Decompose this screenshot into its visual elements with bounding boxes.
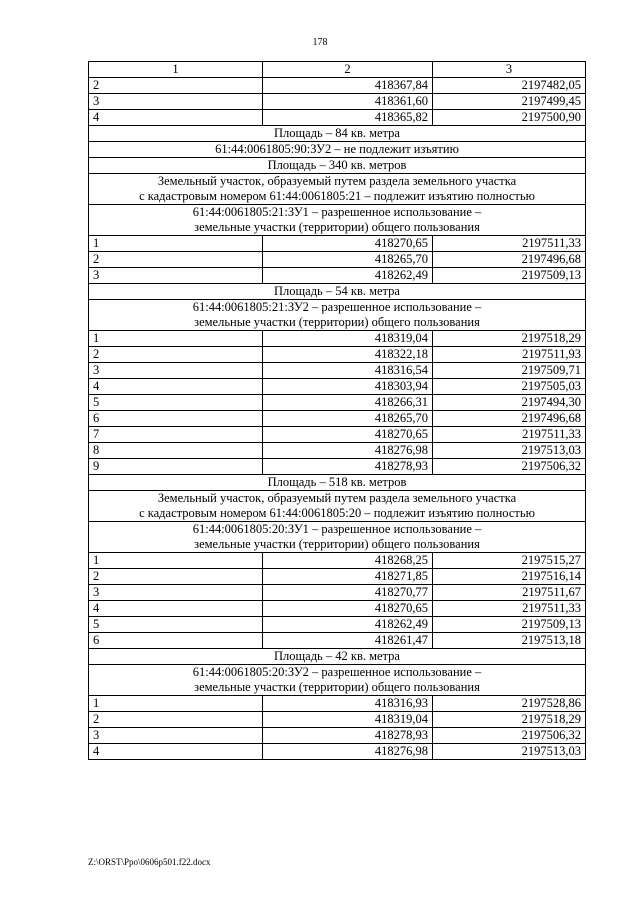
section-caption-cell [89, 158, 586, 174]
section-caption-line: 61:44:0061805:21:ЗУ2 – разрешенное использование – [192, 300, 482, 314]
section-caption-cell [89, 522, 586, 553]
x-coordinate-cell: 418319,04 [263, 712, 433, 728]
point-number-cell: 4 [89, 601, 263, 617]
y-coordinate-cell: 2197506,32 [433, 728, 586, 744]
table-row [89, 236, 586, 252]
point-number-cell: 1 [89, 696, 263, 712]
section-caption-line: земельные участки (территории) общего пользования [194, 220, 480, 234]
section-row [89, 522, 586, 553]
section-caption-line: Площадь – 518 кв. метров [267, 475, 407, 489]
section-caption-cell [89, 205, 586, 236]
point-number-cell: 4 [89, 744, 263, 760]
y-coordinate-cell: 2197513,18 [433, 633, 586, 649]
y-coordinate-cell: 2197496,68 [433, 252, 586, 268]
point-number-cell: 6 [89, 411, 263, 427]
section-caption-line: земельные участки (территории) общего пользования [194, 315, 480, 329]
table-row [89, 601, 586, 617]
header-col-3: 3 [433, 62, 586, 78]
x-coordinate-cell: 418271,85 [263, 569, 433, 585]
y-coordinate-cell: 2197505,03 [433, 379, 586, 395]
y-coordinate-cell: 2197511,33 [433, 236, 586, 252]
table-row [89, 379, 586, 395]
y-coordinate-cell: 2197500,90 [433, 110, 586, 126]
y-coordinate-cell: 2197511,93 [433, 347, 586, 363]
y-coordinate-cell: 2197506,32 [433, 459, 586, 475]
y-coordinate-cell: 2197511,33 [433, 601, 586, 617]
section-row [89, 665, 586, 696]
x-coordinate-cell: 418276,98 [263, 443, 433, 459]
x-coordinate-cell: 418265,70 [263, 411, 433, 427]
section-caption-cell [89, 649, 586, 665]
section-caption-cell [89, 491, 586, 522]
table-row [89, 347, 586, 363]
table-row [89, 728, 586, 744]
section-caption-cell [89, 300, 586, 331]
section-caption-cell [89, 665, 586, 696]
table-row [89, 411, 586, 427]
x-coordinate-cell: 418361,60 [263, 94, 433, 110]
table-row [89, 443, 586, 459]
y-coordinate-cell: 2197515,27 [433, 553, 586, 569]
y-coordinate-cell: 2197482,05 [433, 78, 586, 94]
section-caption-line: земельные участки (территории) общего пользования [194, 680, 480, 694]
point-number-cell: 2 [89, 78, 263, 94]
point-number-cell: 3 [89, 363, 263, 379]
table-row [89, 268, 586, 284]
y-coordinate-cell: 2197509,71 [433, 363, 586, 379]
table-row [89, 585, 586, 601]
point-number-cell: 7 [89, 427, 263, 443]
section-row [89, 158, 586, 174]
y-coordinate-cell: 2197513,03 [433, 443, 586, 459]
footer-file-path: Z:\ORST\Ppo\0606p501.f22.docx [88, 857, 211, 867]
section-row [89, 126, 586, 142]
point-number-cell: 1 [89, 553, 263, 569]
y-coordinate-cell: 2197496,68 [433, 411, 586, 427]
y-coordinate-cell: 2197528,86 [433, 696, 586, 712]
table-row [89, 363, 586, 379]
x-coordinate-cell: 418303,94 [263, 379, 433, 395]
section-caption-line: 61:44:0061805:21:ЗУ1 – разрешенное использование – [192, 205, 482, 219]
table-row [89, 427, 586, 443]
section-row [89, 174, 586, 205]
y-coordinate-cell: 2197511,33 [433, 427, 586, 443]
point-number-cell: 3 [89, 728, 263, 744]
table-row [89, 110, 586, 126]
y-coordinate-cell: 2197518,29 [433, 712, 586, 728]
section-caption-line: Площадь – 42 кв. метра [274, 649, 400, 663]
x-coordinate-cell: 418262,49 [263, 268, 433, 284]
x-coordinate-cell: 418266,31 [263, 395, 433, 411]
section-caption-cell [89, 174, 586, 205]
x-coordinate-cell: 418261,47 [263, 633, 433, 649]
x-coordinate-cell: 418276,98 [263, 744, 433, 760]
point-number-cell: 3 [89, 268, 263, 284]
point-number-cell: 6 [89, 633, 263, 649]
point-number-cell: 1 [89, 331, 263, 347]
section-row [89, 475, 586, 491]
section-caption-cell [89, 284, 586, 300]
point-number-cell: 1 [89, 236, 263, 252]
table-row [89, 252, 586, 268]
section-caption-line: Земельный участок, образуемый путем раздела земельного участка [157, 174, 517, 188]
x-coordinate-cell: 418270,77 [263, 585, 433, 601]
table-row [89, 633, 586, 649]
point-number-cell: 2 [89, 347, 263, 363]
table-row [89, 395, 586, 411]
point-number-cell: 4 [89, 379, 263, 395]
section-row [89, 205, 586, 236]
point-number-cell: 2 [89, 712, 263, 728]
coordinates-table [88, 61, 586, 760]
table-row [89, 94, 586, 110]
coordinates-table-body [89, 62, 586, 760]
point-number-cell: 2 [89, 569, 263, 585]
x-coordinate-cell: 418265,70 [263, 252, 433, 268]
point-number-cell: 5 [89, 617, 263, 633]
y-coordinate-cell: 2197499,45 [433, 94, 586, 110]
section-caption-line: с кадастровым номером 61:44:0061805:20 – подлежит изъятию полностью [139, 506, 535, 520]
x-coordinate-cell: 418270,65 [263, 236, 433, 252]
table-row [89, 459, 586, 475]
point-number-cell: 5 [89, 395, 263, 411]
section-row [89, 142, 586, 158]
x-coordinate-cell: 418322,18 [263, 347, 433, 363]
section-caption-line: 61:44:0061805:20:ЗУ1 – разрешенное использование – [192, 522, 482, 536]
y-coordinate-cell: 2197509,13 [433, 268, 586, 284]
x-coordinate-cell: 418262,49 [263, 617, 433, 633]
point-number-cell: 9 [89, 459, 263, 475]
point-number-cell: 3 [89, 585, 263, 601]
y-coordinate-cell: 2197511,67 [433, 585, 586, 601]
x-coordinate-cell: 418367,84 [263, 78, 433, 94]
x-coordinate-cell: 418270,65 [263, 427, 433, 443]
table-row [89, 712, 586, 728]
y-coordinate-cell: 2197516,14 [433, 569, 586, 585]
section-row [89, 284, 586, 300]
section-caption-line: Земельный участок, образуемый путем раздела земельного участка [157, 491, 517, 505]
y-coordinate-cell: 2197494,30 [433, 395, 586, 411]
table-row [89, 78, 586, 94]
table-row [89, 569, 586, 585]
x-coordinate-cell: 418270,65 [263, 601, 433, 617]
x-coordinate-cell: 418278,93 [263, 459, 433, 475]
x-coordinate-cell: 418365,82 [263, 110, 433, 126]
point-number-cell: 2 [89, 252, 263, 268]
y-coordinate-cell: 2197518,29 [433, 331, 586, 347]
section-caption-cell [89, 475, 586, 491]
x-coordinate-cell: 418316,54 [263, 363, 433, 379]
section-caption-line: 61:44:0061805:90:ЗУ2 – не подлежит изъятию [215, 142, 459, 156]
x-coordinate-cell: 418278,93 [263, 728, 433, 744]
section-row [89, 300, 586, 331]
section-caption-line: Площадь – 84 кв. метра [274, 126, 400, 140]
section-caption-line: Площадь – 54 кв. метра [274, 284, 400, 298]
table-row [89, 553, 586, 569]
table-row [89, 331, 586, 347]
section-row [89, 649, 586, 665]
point-number-cell: 8 [89, 443, 263, 459]
section-caption-cell [89, 142, 586, 158]
section-caption-line: Площадь – 340 кв. метров [267, 158, 407, 172]
header-col-1: 1 [89, 62, 263, 78]
table-row [89, 744, 586, 760]
y-coordinate-cell: 2197513,03 [433, 744, 586, 760]
x-coordinate-cell: 418319,04 [263, 331, 433, 347]
table-header-row [89, 62, 586, 78]
table-row [89, 617, 586, 633]
section-caption-line: 61:44:0061805:20:ЗУ2 – разрешенное использование – [192, 665, 482, 679]
header-col-2: 2 [263, 62, 433, 78]
page-number: 178 [312, 37, 328, 48]
section-caption-line: с кадастровым номером 61:44:0061805:21 – подлежит изъятию полностью [139, 189, 535, 203]
point-number-cell: 4 [89, 110, 263, 126]
x-coordinate-cell: 418268,25 [263, 553, 433, 569]
section-row [89, 491, 586, 522]
table-row [89, 696, 586, 712]
x-coordinate-cell: 418316,93 [263, 696, 433, 712]
section-caption-cell [89, 126, 586, 142]
y-coordinate-cell: 2197509,13 [433, 617, 586, 633]
section-caption-line: земельные участки (территории) общего пользования [194, 537, 480, 551]
point-number-cell: 3 [89, 94, 263, 110]
